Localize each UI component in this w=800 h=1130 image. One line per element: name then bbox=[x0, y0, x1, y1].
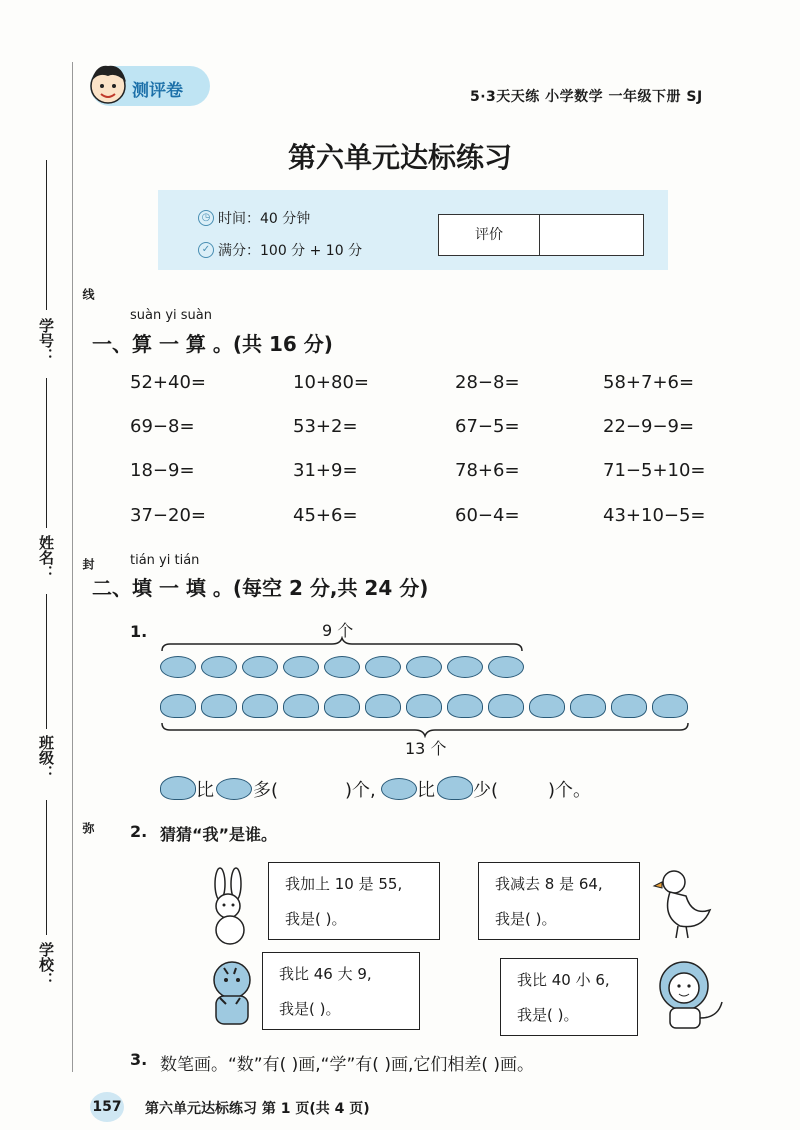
bubble-lion bbox=[500, 958, 638, 1036]
problem-1-2: 10+80= bbox=[293, 372, 369, 393]
binding-line bbox=[72, 62, 73, 1072]
problem-2-3: 67−5= bbox=[455, 416, 520, 437]
problem-2-2: 53+2= bbox=[293, 416, 358, 437]
problem-1-3: 28−8= bbox=[455, 372, 520, 393]
bread-icon bbox=[201, 656, 237, 678]
bubble-tiger bbox=[262, 952, 420, 1030]
bread-icon bbox=[242, 656, 278, 678]
lion-icon bbox=[652, 958, 732, 1032]
compare-bi-1: 比 bbox=[196, 780, 214, 801]
top-brace bbox=[160, 636, 524, 652]
bubble-duck bbox=[478, 862, 640, 940]
problem-3-2: 31+9= bbox=[293, 460, 358, 481]
compare-duo: 多( bbox=[253, 780, 279, 801]
bread-icon bbox=[365, 656, 401, 678]
compare-ge-2: )个。 bbox=[548, 780, 592, 801]
time-info: 时间：40 分钟 bbox=[218, 211, 311, 227]
top-count-label: 9 个 bbox=[322, 621, 354, 640]
bread-icon bbox=[283, 656, 319, 678]
score-info: 满分：100 分 + 10 分 bbox=[218, 243, 363, 259]
q2-text: 猜猜“我”是谁。 bbox=[160, 825, 278, 844]
bread-icon bbox=[160, 656, 196, 678]
school-field[interactable] bbox=[46, 800, 47, 935]
bubble-lion-line1: 我比 40 小 6, bbox=[517, 971, 610, 989]
student-no-field[interactable] bbox=[46, 160, 47, 310]
croissant-icon bbox=[529, 694, 565, 718]
name-field[interactable] bbox=[46, 378, 47, 528]
student-no-label: 学号： bbox=[37, 318, 55, 363]
problem-3-4: 71−5+10= bbox=[603, 460, 706, 481]
q3-text: 数笔画。“数”有( )画,“学”有( )画,它们相差( )画。 bbox=[160, 1055, 535, 1075]
tiger-icon bbox=[196, 958, 268, 1028]
bubble-duck-line1: 我减去 8 是 64, bbox=[495, 875, 603, 893]
name-label: 姓名： bbox=[37, 535, 55, 580]
problem-3-1: 18−9= bbox=[130, 460, 195, 481]
croissant-icon bbox=[283, 694, 319, 718]
problem-2-4: 22−9−9= bbox=[603, 416, 695, 437]
problem-2-1: 69−8= bbox=[130, 416, 195, 437]
bread-icon bbox=[324, 656, 360, 678]
bubble-duck-line2: 我是( )。 bbox=[495, 910, 557, 928]
section2-pinyin: tián yi tián bbox=[130, 553, 200, 568]
bread-icon bbox=[381, 778, 417, 800]
section1-pinyin: suàn yi suàn bbox=[130, 308, 213, 323]
problem-4-3: 60−4= bbox=[455, 505, 520, 526]
margin-seal-mark: 封 bbox=[81, 558, 95, 570]
bubble-tiger-line1: 我比 46 大 9, bbox=[279, 965, 372, 983]
bread-icon bbox=[216, 778, 252, 800]
compare-ge-1: )个, bbox=[345, 780, 376, 801]
croissant-icon bbox=[652, 694, 688, 718]
margin-mi-mark: 弥 bbox=[81, 822, 95, 834]
croissant-icon bbox=[406, 694, 442, 718]
q2-number: 2. bbox=[130, 822, 148, 841]
bubble-rabbit-line2: 我是( )。 bbox=[285, 910, 347, 928]
croissant-icon bbox=[365, 694, 401, 718]
check-icon: ✓ bbox=[198, 242, 214, 258]
bubble-rabbit bbox=[268, 862, 440, 940]
croissant-icon bbox=[611, 694, 647, 718]
bottom-count-label: 13 个 bbox=[405, 739, 447, 758]
croissant-icon bbox=[488, 694, 524, 718]
croissant-icon bbox=[447, 694, 483, 718]
class-field[interactable] bbox=[46, 594, 47, 729]
evaluation-value[interactable] bbox=[540, 215, 643, 255]
croissant-icon bbox=[160, 776, 196, 800]
bread-icon bbox=[488, 656, 524, 678]
class-label: 班级： bbox=[37, 735, 55, 780]
q3-number: 3. bbox=[130, 1050, 148, 1069]
page-title: 第六单元达标练习 bbox=[287, 141, 512, 174]
bubble-tiger-line2: 我是( )。 bbox=[279, 1000, 341, 1018]
problem-1-1: 52+40= bbox=[130, 372, 206, 393]
croissant-icon bbox=[242, 694, 278, 718]
croissant-icon bbox=[437, 776, 473, 800]
evaluation-table bbox=[438, 214, 644, 256]
croissant-icon bbox=[201, 694, 237, 718]
bread-icon bbox=[447, 656, 483, 678]
problem-4-2: 45+6= bbox=[293, 505, 358, 526]
section2-heading: 二、填 一 填 。(每空 2 分,共 24 分) bbox=[92, 576, 429, 600]
clock-icon: ◷ bbox=[198, 210, 214, 226]
q1-number: 1. bbox=[130, 622, 148, 641]
series-label: 5·3天天练 小学数学 一年级下册 SJ bbox=[470, 89, 703, 105]
bubble-rabbit-line1: 我加上 10 是 55, bbox=[285, 875, 403, 893]
bread-icon bbox=[406, 656, 442, 678]
croissant-icon bbox=[160, 694, 196, 718]
problem-3-3: 78+6= bbox=[455, 460, 520, 481]
school-label: 学校： bbox=[37, 942, 55, 987]
boy-avatar-icon bbox=[86, 60, 130, 108]
problem-4-4: 43+10−5= bbox=[603, 505, 706, 526]
page-number: 157 bbox=[90, 1092, 124, 1122]
compare-bi-2: 比 bbox=[417, 780, 435, 801]
problem-4-1: 37−20= bbox=[130, 505, 206, 526]
croissant-icon bbox=[324, 694, 360, 718]
duck-icon bbox=[652, 866, 714, 942]
rabbit-icon bbox=[202, 866, 264, 946]
evaluation-label: 评价 bbox=[439, 215, 540, 255]
margin-line-mark: 线 bbox=[81, 288, 95, 300]
compare-shao: 少( bbox=[473, 780, 499, 801]
problem-1-4: 58+7+6= bbox=[603, 372, 695, 393]
bubble-lion-line2: 我是( )。 bbox=[517, 1006, 579, 1024]
croissant-icon bbox=[570, 694, 606, 718]
section1-heading: 一、算 一 算 。(共 16 分) bbox=[92, 332, 333, 356]
footer-text: 第六单元达标练习 第 1 页(共 4 页) bbox=[145, 1101, 370, 1117]
badge-label: 测评卷 bbox=[132, 81, 183, 101]
